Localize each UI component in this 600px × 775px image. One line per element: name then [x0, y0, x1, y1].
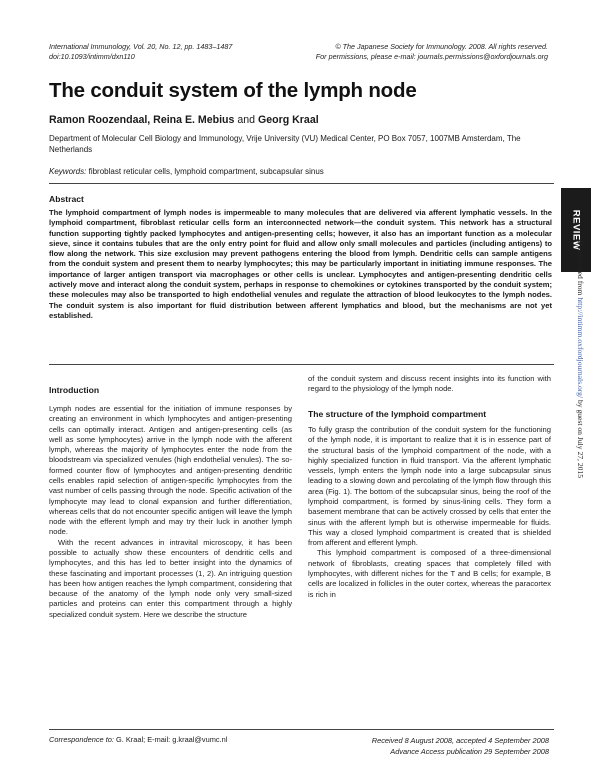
download-prefix: Downloaded from [576, 240, 585, 296]
authors-first: Ramon Roozendaal, Reina E. Mebius [49, 114, 235, 126]
download-link[interactable]: http://intimm.oxfordjournals.org/ [576, 297, 585, 399]
journal-header [49, 42, 309, 61]
abstract-text: The lymphoid compartment of lymph nodes is impermeable to many molecules that are delivered via afferent lymphatic vessels. In the lymphoid compartment, fibroblast reticular cells form an interconnected network—the conduit system. This network has a structural function supporting tightly packed lymphocytes and antigen-presenting cells; however, it also has an important function as a molecular sieve, since it contains tubules that are the only entry point for fluid and allow only small molecules and particles (including antigens) to flow along the network. This size exclusion may prevent pathogens entering the blood from lymph. Dendritic cells can sample antigens from the conduit system and present them to nearby lymphocytes; this may be particularly important in initiating immune responses. The importance of larger antigen transport via macrophages or other cells is unclear. Lymphocytes and antigen-presenting dendritic cells actively move and interact along the conduit system, perhaps in response to chemokines or cytokines transported by the conduit system; these molecules may also be transported to high endothelial venules and regulate the attraction of blood leukocytes to the lymph nodes. The conduit system is also important for fluid distribution between afferent lymphatics and blood, but the mechanisms are not yet established. [49, 208, 552, 320]
keywords [49, 167, 554, 176]
intro-paragraph-continued: of the conduit system and discuss recent insights into its function with regard to the physiology of the lymph node. [308, 374, 551, 394]
affiliation: Department of Molecular Cell Biology and Immunology, Vrije University (VU) Medical Center, PO Box 7057, 1007MB Amsterdam, The Netherlands [49, 134, 521, 154]
copyright-notice: © The Japanese Society for Immunology. 2008. All rights reserved. [335, 42, 548, 51]
download-notice [576, 240, 585, 478]
structure-paragraph: To fully grasp the contribution of the conduit system for the functioning of the lymph node, it is important to realize that it is in essence part of the structural basis of the lymphoid compartment of the node, with a highly specialized function in fluid transport. Via the afferent lymphatic vessels, lymph enters the lymph node into a large subcapsular sinus leading to a slowing down and percolating of the lymph flow through this area (Fig. 1). The bottom of the subcapsular sinus, being the roof of the lymphoid compartment, is formed by sinus-lining cells. They form a basement membrane that can be actively crossed by cells that enter the sinus with the afferent lymph but is otherwise impermeable for fluids. This way a closed lymphoid compartment is created that is shielded from afferent and efferent lymph. [308, 425, 551, 548]
download-suffix: by guest on July 27, 2015 [576, 399, 585, 479]
right-column-structure [308, 425, 551, 600]
authors-last: Georg Kraal [258, 114, 319, 126]
review-tab-label: REVIEW [570, 209, 582, 251]
publication-dates [300, 735, 549, 757]
abstract-heading: Abstract [49, 194, 84, 204]
structure-paragraph: This lymphoid compartment is composed of a three-dimensional network of fibroblasts, creating spaces that completely filled with lymphocytes, with different niches for the T and B cells; for example, B cells are localized in follicles in the outer cortex, whereas the paracortex is rich in [308, 548, 551, 599]
section-heading-structure: The structure of the lymphoid compartment [308, 409, 487, 419]
keywords-text: fibroblast reticular cells, lymphoid compartment, subcapsular sinus [88, 167, 324, 176]
correspondence-text: G. Kraal; E-mail: g.kraal@vumc.nl [115, 735, 228, 744]
journal-citation: International Immunology, Vol. 20, No. 12, pp. 1483–1487 [49, 42, 233, 51]
copyright-header [300, 42, 548, 61]
keywords-label: Keywords: [49, 167, 87, 176]
intro-paragraph: With the recent advances in intravital microscopy, it has been possible to actually show these encounters of dendritic cells and lymphocytes, and this has led to better insight into the dynamics of these fascinating and important processes (1, 2). An intriguing question has been how antigen reaches the lymph compartment, considering that because of the anatomy of the lymph node only very small-sized particles and proteins can enter this compartment through a highly specialized conduit system. Here we describe the structure [49, 537, 292, 619]
divider [49, 183, 554, 184]
page-title: The conduit system of the lymph node [49, 79, 417, 102]
divider [49, 364, 554, 365]
author-list [49, 114, 319, 126]
left-column [49, 404, 292, 620]
footer-divider [49, 729, 554, 730]
correspondence [49, 735, 227, 744]
right-column [308, 374, 551, 395]
section-heading-introduction: Introduction [49, 385, 100, 395]
authors-and: and [237, 114, 256, 126]
intro-paragraph: Lymph nodes are essential for the initiation of immune responses by creating an environment in which lymphocytes and antigen-presenting cells can optimally interact. Antigen and antigen-presenting cells (as well as some lymphocytes) arrive in the lymph node with the afferent lymph, whereas the majority of lymphocytes enter the node from the bloodstream via specialized venules (high endothelial venules). The so-formed counter flow of lymphocytes and antigen-presenting dendritic cells enables rapid selection of antigen-specific lymphocytes from the vast number of cells passing through the node. Specific activation of the lymphocyte may lead to clonal expansion and further differentiation, whereas cells that do not encounter specific antigen will leave the lymph node with the efferent lymph and may try their luck in another lymph node. [49, 404, 292, 537]
advance-access-date: Advance Access publication 29 September 2008 [390, 747, 549, 756]
correspondence-label: Correspondence to: [49, 735, 114, 744]
doi[interactable]: doi:10.1093/intimm/dxn110 [49, 51, 135, 61]
permissions-notice: For permissions, please e-mail: journals.permissions@oxfordjournals.org [315, 51, 548, 61]
received-date: Received 8 August 2008, accepted 4 September 2008 [371, 736, 549, 745]
